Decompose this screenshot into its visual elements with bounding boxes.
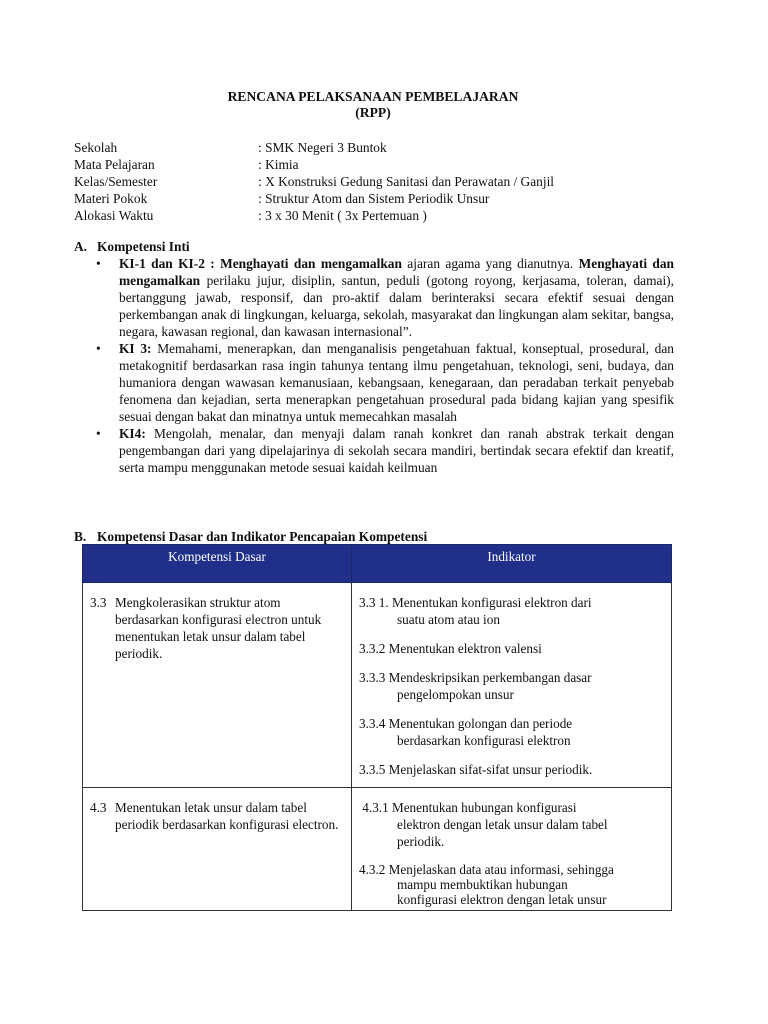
identity-block — [74, 139, 554, 224]
indicator-list — [353, 799, 670, 909]
ki-bold-phrase: Menghayati dan mengamalkan — [119, 256, 675, 288]
kd-number: 3.3 — [90, 595, 107, 610]
table-row — [83, 788, 672, 911]
section-number: A. — [74, 239, 88, 254]
ki-lead: KI 3: — [119, 341, 152, 356]
identity-value: : SMK Negeri 3 Buntok — [258, 140, 387, 155]
document-title: RENCANA PELAKSANAAN PEMBELAJARAN — [227, 89, 519, 104]
indicator-line: 4.3.1 Menentukan hubungan konfigurasi — [359, 800, 577, 815]
identity-label: Sekolah — [74, 140, 118, 155]
indicator-item — [359, 799, 664, 850]
indicator-line: berdasarkan konfigurasi elektron — [397, 733, 571, 748]
ki-paragraph — [119, 425, 674, 476]
identity-value: : 3 x 30 Menit ( 3x Pertemuan ) — [258, 208, 427, 223]
indicator-item — [359, 715, 664, 749]
section-a-heading — [74, 238, 190, 255]
ki-text: Mengolah, menalar, dan menyaji dalam ranah konkret dan ranah abstrak terkait dengan pengembangan dari yang dipelajarinya di sekolah secara mandiri, bertindak secara efektif dan kreatif, serta mampu menggunakan metode sesuai kaidah keilmuan — [119, 426, 674, 475]
kd-content — [84, 584, 350, 672]
indicator-item — [359, 862, 664, 907]
identity-row-topic — [74, 190, 554, 207]
section-b-heading — [74, 528, 427, 545]
ki-item-1-2 — [96, 255, 674, 340]
identity-label: Materi Pokok — [74, 191, 148, 206]
kompetensi-inti-list — [96, 255, 674, 476]
indicator-line: suatu atom atau ion — [397, 612, 500, 627]
ki-item-4 — [96, 425, 674, 476]
identity-row-time — [74, 207, 554, 224]
indicator-line: 3.3.2 Menentukan elektron valensi — [359, 641, 542, 656]
header-kompetensi-dasar: Kompetensi Dasar — [83, 545, 352, 583]
indicator-line: pengelompokan unsur — [397, 687, 514, 702]
indicator-cell — [352, 583, 672, 788]
indicator-item — [359, 640, 664, 657]
indicator-line: 3.3.5 Menjelaskan sifat-sifat unsur periodik. — [359, 762, 593, 777]
identity-row-school — [74, 139, 554, 156]
identity-label: Alokasi Waktu — [74, 208, 154, 223]
indicator-line: 3.3.4 Menentukan golongan dan periode — [359, 716, 573, 731]
section-title: Kompetensi Dasar dan Indikator Pencapaian Kompetensi — [97, 529, 428, 544]
table-row — [83, 583, 672, 788]
indicator-line: 4.3.2 Menjelaskan data atau informasi, sehingga — [359, 862, 614, 877]
table-header-row — [83, 545, 672, 583]
kd-cell — [83, 788, 352, 911]
kd-text: Mengkolerasikan struktur atom berdasarkan konfigurasi electron untuk menentukan letak unsur dalam tabel periodik. — [115, 595, 322, 661]
section-number: B. — [74, 529, 87, 544]
ki-paragraph — [119, 340, 674, 425]
identity-row-class — [74, 173, 554, 190]
identity-value: : Struktur Atom dan Sistem Periodik Unsur — [258, 191, 490, 206]
indicator-line: 3.3 1. Menentukan konfigurasi elektron dari — [359, 595, 592, 610]
ki-text: ajaran agama yang dianutnya. — [401, 256, 579, 271]
competency-table — [82, 544, 672, 911]
ki-text: Memahami, menerapkan, dan menganalisis pengetahuan faktual, konseptual, prosedural, dan metakognitif berdasarkan rasa ingin tahunya tentang ilmu pengetahuan, teknologi, seni, budaya, dan humaniora dengan wawasan kemanusiaan, kebangsaan, kenegaraan, dan peradaban terkait penyebab fenomena dan kejadian, serta menerapkan pengetahuan prosedural pada bidang kajian yang spesifik sesuai dengan bakat dan minatnya untuk memecahkan masalah — [119, 341, 674, 424]
identity-value: : X Konstruksi Gedung Sanitasi dan Perawatan / Ganjil — [258, 174, 555, 189]
kd-text: Menentukan letak unsur dalam tabel periodik berdasarkan konfigurasi electron. — [115, 800, 339, 832]
indicator-line: elektron dengan letak unsur dalam tabel — [397, 817, 608, 832]
kd-cell — [83, 583, 352, 788]
ki-item-3 — [96, 340, 674, 425]
bullet-icon: • — [96, 341, 101, 356]
document-subtitle: (RPP) — [355, 105, 391, 120]
section-title: Kompetensi Inti — [97, 239, 190, 254]
indicator-item — [359, 594, 664, 628]
ki-text: perilaku jujur, disiplin, santun, peduli (gotong royong, kerjasama, toleran, damai), bertanggung jawab, responsif, dan pro-aktif dalam berinteraksi secara efektif sesuai dengan perkembangan anak di lingkungan, keluarga, sekolah, masyarakat dan lingkungan alam sekitar, bangsa, negara, kawasan regional, dan kawasan internasional”. — [119, 273, 674, 339]
ki-lead: KI4: — [119, 426, 146, 441]
identity-value: : Kimia — [258, 157, 299, 172]
indicator-line: 3.3.3 Mendeskripsikan perkembangan dasar — [359, 670, 592, 685]
identity-row-subject — [74, 156, 554, 173]
indicator-item — [359, 761, 664, 778]
identity-label: Mata Pelajaran — [74, 157, 155, 172]
header-indikator: Indikator — [352, 545, 672, 583]
ki-paragraph — [119, 255, 674, 340]
bullet-icon: • — [96, 426, 101, 441]
kd-content — [84, 789, 350, 843]
indicator-cell — [352, 788, 672, 911]
identity-label: Kelas/Semester — [74, 174, 158, 189]
indicator-line: mampu membuktikan hubungan — [397, 877, 568, 892]
indicator-item — [359, 669, 664, 703]
ki-lead: KI-1 dan KI-2 : Menghayati dan mengamalkan — [119, 256, 402, 271]
indicator-line: periodik. — [397, 834, 445, 849]
bullet-icon: • — [96, 256, 101, 271]
kd-number: 4.3 — [90, 800, 107, 815]
indicator-line: konfigurasi elektron dengan letak unsur — [397, 892, 607, 907]
indicator-list — [353, 594, 670, 786]
